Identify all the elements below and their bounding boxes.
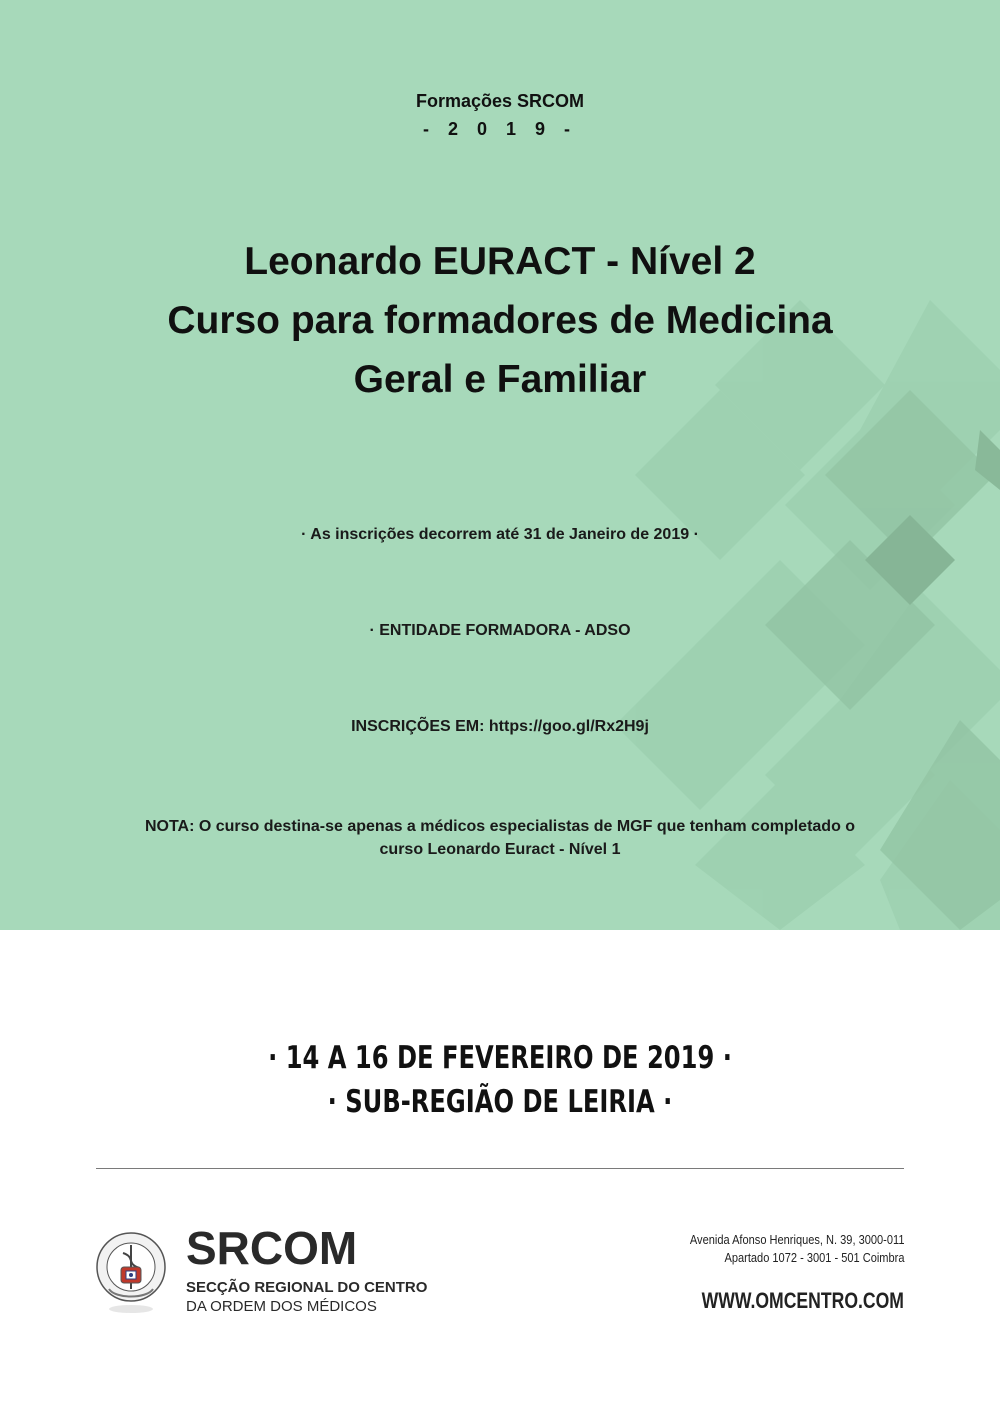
address-line-2: Apartado 1072 - 3001 - 501 Coimbra [724,1250,904,1265]
address-line-1: Avenida Afonso Henriques, N. 39, 3000-011 [689,1232,904,1247]
course-title-line-2: Curso para formadores de Medicina [167,299,833,342]
training-entity: · ENTIDADE FORMADORA - ADSO [369,622,631,639]
header-label: Formações SRCOM [415,91,585,111]
event-dates: · 14 A 16 DE FEVEREIRO DE 2019 · [268,1040,732,1076]
event-details [110,1036,890,1124]
registration-link[interactable]: INSCRIÇÕES EM: https://goo.gl/Rx2H9j [351,718,649,735]
course-note-line-2: curso Leonardo Euract - Nível 1 [379,841,621,858]
postal-address [652,1231,904,1267]
header-year: - 2 0 1 9 - [422,119,578,139]
course-note [0,815,1000,861]
brand-subtitle-2: DA ORDEM DOS MÉDICOS [186,1298,377,1315]
brand-name: SRCOM [186,1222,358,1274]
footer-divider [96,1168,904,1169]
course-title [0,232,1000,409]
brand-subtitle-1: SECÇÃO REGIONAL DO CENTRO [186,1279,428,1296]
course-note-line-1: NOTA: O curso destina-se apenas a médicos especialistas de MGF que tenham completado o [144,818,856,835]
ordem-medicos-seal-icon [95,1227,167,1317]
course-title-line-3: Geral e Familiar [353,358,647,401]
registration-deadline: · As inscrições decorrem até 31 de Janeiro de 2019 · [301,526,699,543]
website-link[interactable]: WWW.OMCENTRO.COM [701,1288,904,1313]
event-location: · SUB-REGIÃO DE LEIRIA · [327,1084,673,1120]
course-title-line-1: Leonardo EURACT - Nível 2 [244,240,756,283]
